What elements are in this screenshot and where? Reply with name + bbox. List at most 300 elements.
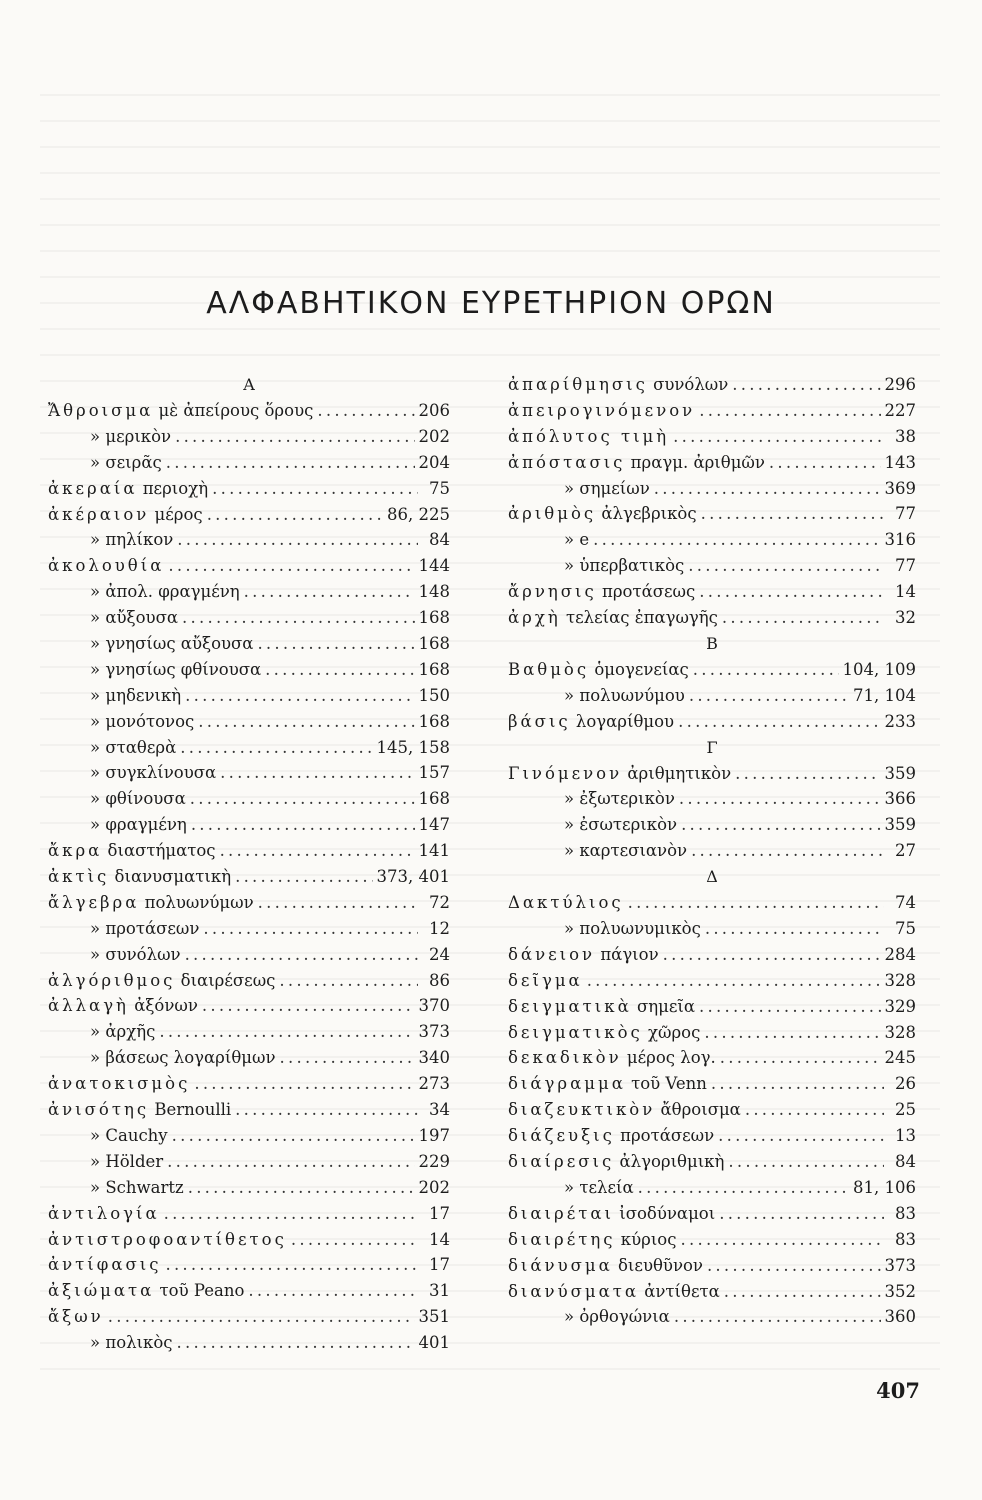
leader-dots [745,1097,884,1123]
leader-dots [207,502,383,528]
index-entry [48,916,450,942]
index-entry [48,993,450,1019]
index-subterm: μηδενικὴ [100,685,182,705]
index-entry [508,838,916,864]
leader-dots [587,968,881,994]
index-subterm: διαστήματος [102,841,216,861]
index-headword: Ἄθροισμα [48,401,154,420]
index-subterm: ἀντίθετα [639,1281,720,1301]
index-subterm: ἐσωτερικὸν [574,815,678,835]
index-headword: δειγματικὰ [508,996,632,1016]
index-subterm: ἀλγοριθμικὴ [614,1152,725,1172]
index-term [48,1330,173,1356]
page-reference: 13 [895,1126,916,1146]
index-entry [48,1252,450,1278]
right-entry-list-delta [508,890,916,1330]
index-term [508,398,695,424]
index-subterm: ὑπερβατικὸς [574,556,685,576]
index-term [508,1097,741,1123]
index-term [48,1019,155,1045]
index-headword: ἀνατοκισμὸς [48,1074,191,1094]
page-reference: 168 [418,711,450,731]
page-reference: 32 [895,608,916,628]
index-headword: » [90,789,101,809]
index-entry [48,735,450,761]
index-term [48,424,171,450]
leader-dots [167,1149,414,1175]
index-term [508,1201,715,1227]
page-reference: 168 [418,634,450,654]
leader-dots [185,942,418,968]
page-reference: 328 [884,970,916,990]
page-reference: 168 [418,608,450,628]
leader-dots [177,1330,415,1356]
index-headword: » [90,1333,101,1353]
index-headword: ἀπαρίθμησις [508,375,648,394]
index-subterm: σταθερὰ [100,737,177,757]
leader-dots [185,683,414,709]
index-headword: » [90,452,101,472]
index-headword: διαζευκτικὸν [508,1100,656,1120]
page-reference: 31 [429,1281,450,1301]
index-headword: διανύσματα [508,1281,640,1301]
page-reference: 83 [895,1203,916,1223]
index-entry [48,450,450,476]
leader-dots [732,372,880,398]
leader-dots [188,1175,415,1201]
page-reference: 366 [884,789,916,809]
index-subterm: τελεία [574,1177,634,1197]
index-term [508,476,650,502]
index-subterm: βάσεως λογαρίθμων [100,1048,276,1068]
index-headword: ἀρχὴ [508,608,561,628]
index-term [48,1252,161,1278]
index-headword: ἀκεραία [48,478,138,498]
page-reference: 373 [884,1255,916,1275]
index-entry [48,942,450,968]
index-entry [48,1175,450,1201]
index-subterm: τελείας ἐπαγωγῆς [560,608,718,628]
index-entry [508,942,916,968]
index-headword: διάνυσμα [508,1255,613,1275]
index-term [508,1071,707,1097]
page-reference: 24 [429,944,450,964]
index-term [508,450,765,476]
index-term [48,968,275,994]
index-headword: » [90,1022,101,1042]
leader-dots [166,450,415,476]
index-subterm: ὀρθογώνια [574,1307,670,1327]
section-letter-delta: Δ [706,867,718,887]
index-term [508,942,659,968]
index-entry [48,1045,450,1071]
index-headword: » [90,608,101,628]
index-entry [508,1020,916,1046]
index-term [508,786,675,812]
index-headword: δεκαδικὸν [508,1048,622,1068]
page-reference: 77 [895,504,916,524]
section-letter-alpha: Α [243,375,255,394]
index-subterm: μὲ ἀπείρους ὅρους [153,401,314,420]
leader-dots [691,838,884,864]
page-reference: 370 [418,996,450,1016]
index-entry [48,398,450,424]
index-subterm: ἀπολ. φραγμένη [100,582,240,602]
page-reference: 141 [418,841,450,861]
index-headword: » [90,1177,101,1197]
index-headword: » [90,634,101,654]
leader-dots [699,579,884,605]
leader-dots [718,1123,884,1149]
index-subterm: προτάσεως [596,582,696,602]
index-subterm: πηλίκον [100,530,174,550]
right-entry-list-beta [508,657,916,735]
leader-dots [220,838,415,864]
index-headword: ἀπόλυτος τιμὴ [508,426,670,446]
index-term [508,1253,703,1279]
index-subterm: ὁμογενείας [589,659,689,679]
page-reference: 316 [884,530,916,550]
index-term [508,579,695,605]
index-subterm: πολυωνύμου [574,685,685,705]
index-term [48,812,187,838]
leader-dots [701,501,884,527]
page-reference: 352 [884,1281,916,1301]
index-headword: ἀνισότης [48,1100,150,1120]
index-entry [508,424,916,450]
index-entry [48,657,450,683]
leader-dots [681,812,880,838]
index-subterm: ἐξωτερικὸν [574,789,675,809]
index-entry [508,1304,916,1330]
index-entry [48,553,450,579]
leader-dots [235,1097,418,1123]
index-entry [508,812,916,838]
index-headword: » [564,556,575,576]
index-term [48,398,313,424]
page-reference: 38 [895,426,916,446]
leader-dots [248,1278,418,1304]
leader-dots [769,450,881,476]
index-headword: ἀκτὶς [48,867,110,887]
index-subterm: ἀλγεβρικὸς [596,504,697,524]
index-term [508,1175,634,1201]
leader-dots [194,1071,414,1097]
index-term [508,812,677,838]
index-entry [508,1279,916,1305]
index-entry [508,1149,916,1175]
index-term [508,994,695,1020]
index-entry [508,786,916,812]
leader-dots [638,1175,849,1201]
index-term [508,1227,676,1253]
page-reference: 373, 401 [376,867,450,887]
index-subterm: ἀριθμητικὸν [622,763,732,783]
index-headword: » [90,918,101,938]
leader-dots [711,1071,884,1097]
index-entry [508,553,916,579]
index-term [508,1123,714,1149]
leader-dots [699,994,880,1020]
index-entry [48,890,450,916]
index-subterm: χῶρος [642,1022,701,1042]
page-reference: 329 [884,996,916,1016]
right-entry-list-gamma [508,761,916,865]
index-headword: » [90,1125,101,1145]
leader-dots [279,968,418,994]
page-reference: 359 [884,763,916,783]
index-headword: ἄκρα [48,841,103,861]
index-term [48,916,199,942]
page-reference: 143 [884,452,916,472]
right-entry-list-alpha [508,372,916,631]
index-entry [508,1227,916,1253]
index-subterm: περιοχὴ [137,478,209,498]
page-reference: 14 [429,1229,450,1249]
index-entry [508,398,916,424]
index-entry [48,1330,450,1356]
leader-dots [168,553,414,579]
index-entry [508,450,916,476]
leader-dots [220,760,414,786]
index-term [508,1045,716,1071]
index-headword: » [90,685,101,705]
leader-dots [720,1045,881,1071]
index-term [508,916,701,942]
index-term [508,657,689,683]
section-letter-beta: Β [706,633,718,653]
index-headword: δειγματικὸς [508,1022,643,1042]
index-subterm: φραγμένη [100,815,187,835]
index-entry [508,501,916,527]
leader-dots [177,527,418,553]
index-entry [48,1071,450,1097]
leader-dots [628,890,884,916]
page-reference: 157 [418,763,450,783]
index-term [48,631,253,657]
index-term [48,942,181,968]
index-term [508,605,718,631]
index-subterm: σημείων [574,478,650,498]
index-entry [508,657,916,683]
index-subterm: Hölder [100,1151,164,1171]
page-reference: 202 [418,1177,450,1197]
index-subterm: προτάσεων [614,1126,715,1146]
index-term [48,864,231,890]
page-reference: 202 [418,426,450,446]
index-entry [508,1201,916,1227]
page-reference: 74 [895,893,916,913]
page-reference: 34 [429,1100,450,1120]
leader-dots [689,683,849,709]
page-reference: 17 [429,1255,450,1275]
index-entry [48,968,450,994]
index-headword: διάζευξις [508,1126,615,1146]
left-column [48,372,450,1356]
index-headword: » [90,944,101,964]
leader-dots [728,1149,884,1175]
index-headword: ἀπειρογινόμενον [508,400,696,420]
index-term [48,1175,184,1201]
index-entry [508,994,916,1020]
index-headword: » [564,478,575,498]
index-term [48,1278,244,1304]
index-subterm: ἄθροισμα [655,1100,741,1120]
index-headword: ἀριθμὸς [508,504,597,524]
index-subterm: Cauchy [100,1125,168,1145]
index-term [508,501,697,527]
leader-dots [704,1020,880,1046]
page-reference: 369 [884,478,916,498]
index-subterm: συνόλων [647,375,729,394]
page-reference: 168 [418,789,450,809]
index-entry [508,890,916,916]
index-term [48,476,208,502]
page-reference: 17 [429,1203,450,1223]
page-reference: 145, 158 [376,737,450,757]
leader-dots [203,916,418,942]
index-headword: ἀντιλογία [48,1203,160,1223]
index-term [508,968,583,994]
page-reference: 373 [418,1022,450,1042]
index-term [48,1201,160,1227]
index-entry [508,968,916,994]
page-reference: 360 [884,1307,916,1327]
page-reference: 227 [884,400,916,420]
index-headword: » [564,919,575,939]
index-headword: » [564,1177,575,1197]
index-entry [48,579,450,605]
index-term [48,1227,287,1253]
leader-dots [317,398,414,424]
index-headword: ἀλλαγὴ [48,996,129,1016]
index-subterm: τοῦ Venn [625,1074,707,1094]
page-reference: 168 [418,659,450,679]
page-reference: 77 [895,556,916,576]
section-letter-gamma: Γ [706,737,718,757]
index-headword: ἀντιστροφοαντίθετος [48,1229,287,1249]
index-term [48,553,164,579]
page-reference: 104, 109 [842,659,916,679]
index-headword: » [90,426,101,446]
leader-dots [175,424,414,450]
leader-dots [202,993,415,1019]
index-subterm: λογαρίθμου [570,711,675,731]
page-reference: 328 [884,1022,916,1042]
index-headword: » [564,789,575,809]
index-entry [48,1227,450,1253]
leader-dots [198,709,414,735]
index-term [48,502,203,528]
index-term [48,450,162,476]
index-entry [48,631,450,657]
index-subterm: κύριος [615,1229,677,1249]
index-entry [508,916,916,942]
index-subterm: πραγμ. ἀριθμῶν [625,452,765,472]
index-entry [508,1097,916,1123]
leader-dots [258,890,418,916]
page-reference: 229 [418,1151,450,1171]
page-reference: 84 [429,530,450,550]
index-entry [508,1045,916,1071]
page-reference: 83 [895,1229,916,1249]
index-term [48,760,216,786]
index-entry [48,1123,450,1149]
leader-dots [674,1304,881,1330]
index-subterm: μερικὸν [100,426,172,446]
index-entry [508,1175,916,1201]
leader-dots [235,864,372,890]
index-entry [48,709,450,735]
page-reference: 206 [418,401,450,420]
index-headword: ἀξιώματα [48,1281,155,1301]
index-term [48,1149,163,1175]
index-term [48,683,181,709]
page-reference: 273 [418,1074,450,1094]
index-term [48,1071,190,1097]
page-reference: 147 [418,815,450,835]
page-reference: 12 [429,918,450,938]
page-reference: 81, 106 [853,1177,916,1197]
index-headword: δάνειον [508,944,596,964]
index-headword: » [564,1307,575,1327]
leader-dots [190,786,415,812]
leader-dots [182,605,415,631]
page-reference: 72 [429,892,450,912]
page-reference: 144 [418,556,450,576]
leader-dots [291,1227,418,1253]
index-subterm: καρτεσιανὸν [574,841,688,861]
index-entry [48,1304,450,1330]
index-headword: διαίρεσις [508,1152,615,1172]
leader-dots [693,657,839,683]
leader-dots [680,1227,884,1253]
index-term [48,1097,231,1123]
index-subterm: αὔξουσα [100,608,178,628]
index-term [48,735,176,761]
page-reference: 359 [884,815,916,835]
index-subterm: διαιρέσεως [175,970,276,990]
leader-dots [699,398,880,424]
index-subterm: e [574,530,590,550]
index-term [48,657,261,683]
index-term [48,527,173,553]
index-entry [48,424,450,450]
index-entry [48,1278,450,1304]
index-term [508,709,674,735]
index-subterm: πολυωνυμικὸς [574,919,701,939]
index-subterm: πάγιον [595,944,659,964]
index-headword: διάγραμμα [508,1074,626,1094]
index-term [48,1304,104,1330]
page-reference: 75 [895,919,916,939]
page-reference: 71, 104 [853,685,916,705]
index-term [508,683,685,709]
page-reference: 26 [895,1074,916,1094]
index-entry [48,502,450,528]
index-subterm: γνησίως φθίνουσα [100,659,262,679]
index-entry [48,1019,450,1045]
index-headword: ἀντίφασις [48,1255,162,1275]
index-headword: διαιρέτης [508,1229,616,1249]
leader-dots [593,527,880,553]
index-term [48,993,198,1019]
index-term [508,1279,720,1305]
leader-dots [280,1045,415,1071]
page-reference: 197 [418,1125,450,1145]
index-entry [508,1123,916,1149]
index-headword: ἄλγεβρα [48,892,140,912]
